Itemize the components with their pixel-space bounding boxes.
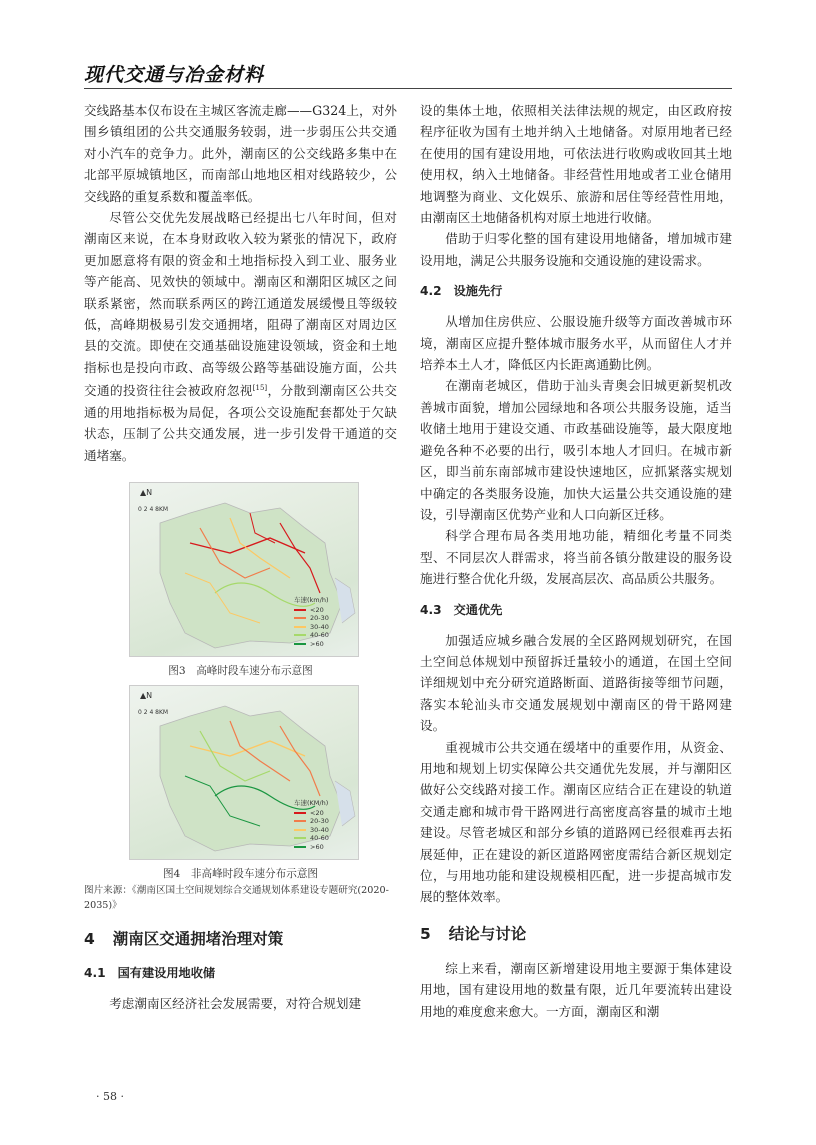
legend-swatch	[294, 812, 306, 814]
figure-3-caption: 图3 高峰时段车速分布示意图	[168, 665, 313, 678]
legend-item	[294, 631, 350, 640]
legend-swatch	[294, 617, 306, 619]
legend-item	[294, 606, 350, 615]
subsection-4-3-heading	[420, 600, 732, 620]
legend-label: 40-60	[310, 834, 329, 843]
right-paragraph-1: 设的集体土地，依照相关法律法规的规定，由区政府按程序征收为国有土地并纳入土地储备。对原用地者已经在使用的国有建设用地，可依法进行收购或收回其土地使用权，纳入土地储备。非经营性用地或者工业仓储用地调整为商业、文化娱乐、旅游和居住等经营性用地，由潮南区土地储备机构对原土地进行收储。	[420, 103, 732, 226]
legend-title: 车速(KM/h)	[294, 799, 329, 808]
subsection-number: 4.3	[420, 602, 442, 617]
legend-swatch	[294, 634, 306, 636]
section-number: 5	[420, 924, 431, 943]
scale-bar-label: 0 2 4 8KM	[138, 709, 169, 717]
left-paragraph-2	[84, 207, 397, 466]
legend-label: <20	[310, 605, 324, 614]
section-number: 4	[84, 930, 95, 949]
right-column	[420, 100, 732, 1022]
legend-swatch	[294, 626, 306, 628]
figure-source: 图片来源：《潮南区国土空间规划综合交通规划体系建设专题研究(2020-2035)》	[84, 885, 389, 912]
right-paragraph-6: 加强适应城乡融合发展的全区路网规划研究，在国土空间总体规划中预留拆迁量较小的通道，在国土空间详细规划中充分研究道路断面、道路街接等细节问题，落实本轮汕头市交通发展规划中潮南区的骨干路网建设。	[420, 632, 732, 734]
journal-logo: 现代交通与冶金材料	[84, 64, 265, 86]
subsection-4-1-heading	[84, 963, 397, 983]
citation-ref: [15]	[252, 384, 268, 393]
right-paragraph-3: 从增加住房供应、公服设施升级等方面改善城市环境，潮南区应提升整体城市服务水平，从而留住人才并培养本土人才，降低区内长距离通勤比例。	[420, 314, 732, 373]
legend-label: 40-60	[310, 631, 329, 640]
legend-swatch	[294, 820, 306, 822]
right-paragraph-5: 科学合理布局各类用地功能，精细化考量不同类型、不同层次人群需求，将当前各镇分散建设的服务设施进行整合优化升级，发展高层次、高品质公共服务。	[420, 528, 732, 587]
legend-item	[294, 809, 350, 818]
section-title: 结论与讨论	[448, 924, 527, 943]
left-paragraph-2-text: 尽管公交优先发展战略已经提出七八年时间，但对潮南区来说，在本身财政收入较为紧张的情况下，政府更加愿意将有限的资金和土地指标投入到工业、服务业等产能高、见效快的领域中。潮南区和潮阳区城区之间联系紧密，然而联系两区的跨江通道发展缓慢且等级较低，高峰期极易引发交通拥堵，阻碍了潮南区对周边区县的交流。即使在交通基础设施建设领域，资金和土地指标也是投向市政、高等级公路等基础设施方面，公共交通的投资往往会被政府忽视	[84, 210, 397, 399]
section-4-heading	[84, 927, 397, 951]
legend-swatch	[294, 846, 306, 848]
legend-item	[294, 817, 350, 826]
scale-bar-label: 0 2 4 8KM	[138, 506, 169, 514]
right-paragraph-8: 综上来看，潮南区新增建设用地主要源于集体建设用地，国有建设用地的数量有限，近几年要流转出建设用地的难度愈来愈大。一方面，潮南区和潮	[420, 960, 732, 1019]
header-rule	[84, 88, 732, 89]
legend-item	[294, 843, 350, 852]
subsection-title: 交通优先	[453, 602, 503, 617]
left-column	[84, 100, 397, 1015]
section-title: 潮南区交通拥堵治理对策	[112, 930, 284, 949]
subsection-4-2-heading	[420, 281, 732, 301]
legend-label: 20-30	[310, 817, 329, 826]
subsection-title: 国有建设用地收储	[117, 966, 216, 981]
right-paragraph-4: 在潮南老城区，借助于汕头青奥会旧城更新契机改善城市面貌，增加公园绿地和各项公共服务设施，适当收储土地用于建设交通、市政基础设施等，最大限度地避免各种不必要的出行，吸引本地人才回归。在城市新区，即当前东南部城市建设快速地区，应抓紧落实规划中确定的各类服务设施，加快大运量公共交通设施的建设，引导潮南区优势产业和人口向新区迁移。	[420, 378, 732, 522]
legend-label: <20	[310, 808, 324, 817]
figure-3-map	[129, 482, 359, 657]
legend-swatch	[294, 829, 306, 831]
legend-label: 30-40	[310, 825, 329, 834]
north-arrow-icon: ▲N	[140, 691, 153, 701]
left-paragraph-1: 交线路基本仅布设在主城区客流走廊——G324上，对外围乡镇组团的公共交通服务较弱，进一步弱压公共交通对小汽车的竞争力。此外，潮南区的公交线路多集中在北部平原城镇地区，而南部山地地区相对线路较少，公交线路的重复系数和覆盖率低。	[84, 103, 397, 204]
legend-label: 20-30	[310, 614, 329, 623]
left-paragraph-3: 考虑潮南区经济社会发展需要，对符合规划建	[109, 996, 362, 1012]
subsection-number: 4.2	[420, 284, 442, 299]
legend-item	[294, 826, 350, 835]
legend-swatch	[294, 837, 306, 839]
subsection-number: 4.1	[84, 966, 106, 981]
legend-item	[294, 623, 350, 632]
right-paragraph-2: 借助于归零化整的国有建设用地储备，增加城市建设用地，满足公共服务设施和交通设施的建设需求。	[420, 231, 732, 268]
figure-4-map	[129, 685, 359, 860]
figure-4-caption: 图4 非高峰时段车速分布示意图	[162, 868, 319, 881]
legend-label: >60	[310, 639, 324, 648]
legend-item	[294, 640, 350, 649]
legend-title: 车速(km/h)	[294, 596, 329, 605]
legend-label: >60	[310, 842, 324, 851]
legend-swatch	[294, 609, 306, 611]
left-paragraph-2-tail: ，分散到潮南区公共交通的用地指标极为局促，各项公交设施配套都处于欠缺状态，压制了公共交通发展，进一步引发骨干通道的交通堵塞。	[84, 383, 398, 463]
page-number: · 58 ·	[96, 1090, 124, 1103]
map-3-legend	[294, 596, 350, 648]
section-5-heading	[420, 922, 732, 946]
north-arrow-icon: ▲N	[140, 488, 153, 498]
map-4-legend	[294, 799, 350, 851]
legend-item	[294, 834, 350, 843]
subsection-title: 设施先行	[453, 284, 503, 299]
legend-item	[294, 614, 350, 623]
right-paragraph-7: 重视城市公共交通在缓堵中的重要作用，从资金、用地和规划上切实保障公共交通优先发展，并与潮阳区做好公交线路对接工作。潮南区应结合正在建设的轨道交通走廊和城市骨干路网进行高密度高容量的城市土地建设。尽管老城区和部分乡镇的道路网已经很难再去拓展延伸，正在建设的新区道路网密度需结合新区规划定位，与用地功能和建设规模相匹配，进一步提高城市发展的整体效率。	[420, 739, 732, 905]
legend-label: 30-40	[310, 622, 329, 631]
legend-swatch	[294, 643, 306, 645]
